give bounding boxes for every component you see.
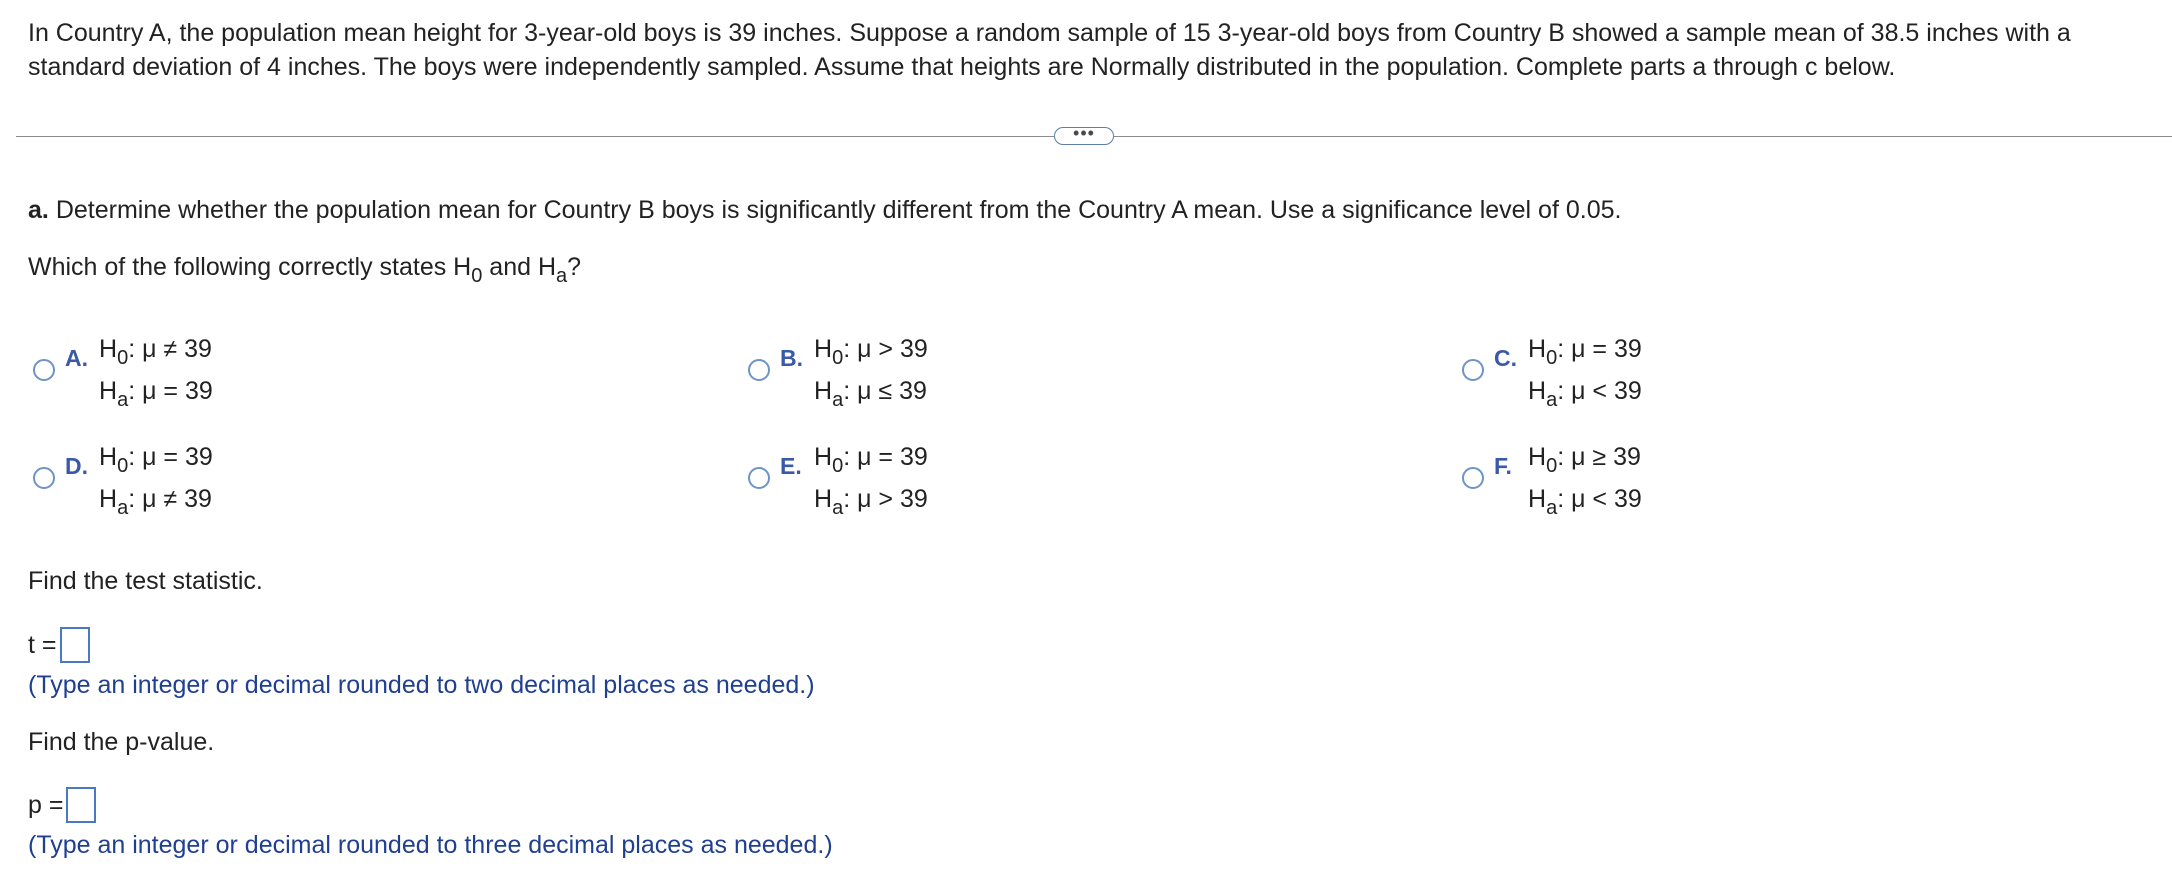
p-value-prompt: Find the p-value. <box>28 728 215 756</box>
option-b-hypotheses <box>814 328 928 412</box>
option-f-h0: $H_0$: μ ≥ 39 <box>1528 443 1641 477</box>
option-b-ha: $H_a$: μ ≤ 39 <box>814 377 927 411</box>
option-c-radio[interactable] <box>1462 359 1484 381</box>
option-e[interactable] <box>748 436 928 520</box>
option-c-letter: C. <box>1494 344 1517 371</box>
option-c[interactable] <box>1462 328 1642 412</box>
part-a-label: a. <box>28 196 49 224</box>
option-f[interactable] <box>1462 436 1642 520</box>
p-value-label: p = <box>28 790 64 819</box>
option-e-hypotheses <box>814 436 928 520</box>
expand-more-button[interactable]: ••• <box>1054 127 1114 145</box>
test-stat-label: t = <box>28 630 57 659</box>
option-d-radio[interactable] <box>33 467 55 489</box>
question-suffix: ? <box>567 253 582 281</box>
question-sub-a: a <box>556 265 568 287</box>
p-value-hint: (Type an integer or decimal rounded to three decimal places as needed.) <box>28 831 833 859</box>
hypothesis-question <box>28 253 582 287</box>
option-b-h0: $H_0$: μ > 39 <box>814 335 928 369</box>
option-c-ha: $H_a$: μ < 39 <box>1528 377 1642 411</box>
option-b-letter: B. <box>780 344 803 371</box>
option-b-radio[interactable] <box>748 359 770 381</box>
option-f-radio[interactable] <box>1462 467 1484 489</box>
option-a-ha: $H_a$: μ = 39 <box>99 377 213 411</box>
part-a-question <box>28 196 1621 225</box>
option-a-hypotheses <box>99 328 213 412</box>
option-f-letter: F. <box>1494 452 1512 479</box>
option-f-hypotheses <box>1528 436 1642 520</box>
problem-intro: In Country A, the population mean height for 3-year-old boys is 39 inches. Suppose a random sample of 15 3-year-old boys from Country B showed a sample mean of 38.5 inches with a standard deviation of 4 inches. The boys were independently sampled. Assume that heights are Normally distributed in the population. Complete parts a through c below. <box>28 19 2071 81</box>
option-c-h0: $H_0$: μ = 39 <box>1528 335 1642 369</box>
option-d-hypotheses <box>99 436 213 520</box>
test-stat-input[interactable] <box>60 627 90 663</box>
option-e-ha: $H_a$: μ > 39 <box>814 485 928 519</box>
option-c-hypotheses <box>1528 328 1642 412</box>
option-d-letter: D. <box>65 452 88 479</box>
option-e-letter: E. <box>780 452 802 479</box>
test-stat-prompt: Find the test statistic. <box>28 567 263 595</box>
option-a[interactable] <box>33 328 213 412</box>
question-mid: and H <box>482 253 557 281</box>
part-a-text: Determine whether the population mean for Country B boys is significantly different from the Country A mean. Use a significance level of 0.05. <box>55 196 1622 224</box>
question-sub-0: 0 <box>471 265 483 287</box>
option-d-h0: $H_0$: μ = 39 <box>99 443 213 477</box>
option-d-ha: $H_a$: μ ≠ 39 <box>99 485 212 519</box>
test-stat-row <box>28 627 90 663</box>
option-b[interactable] <box>748 328 928 412</box>
option-a-h0: $H_0$: μ ≠ 39 <box>99 335 212 369</box>
option-e-radio[interactable] <box>748 467 770 489</box>
question-prefix: Which of the following correctly states H <box>28 253 472 281</box>
p-value-input[interactable] <box>66 787 96 823</box>
option-d[interactable] <box>33 436 213 520</box>
p-value-row <box>28 787 96 823</box>
option-a-letter: A. <box>65 344 88 371</box>
test-stat-hint: (Type an integer or decimal rounded to two decimal places as needed.) <box>28 671 815 699</box>
option-a-radio[interactable] <box>33 359 55 381</box>
option-f-ha: $H_a$: μ < 39 <box>1528 485 1642 519</box>
option-e-h0: $H_0$: μ = 39 <box>814 443 928 477</box>
